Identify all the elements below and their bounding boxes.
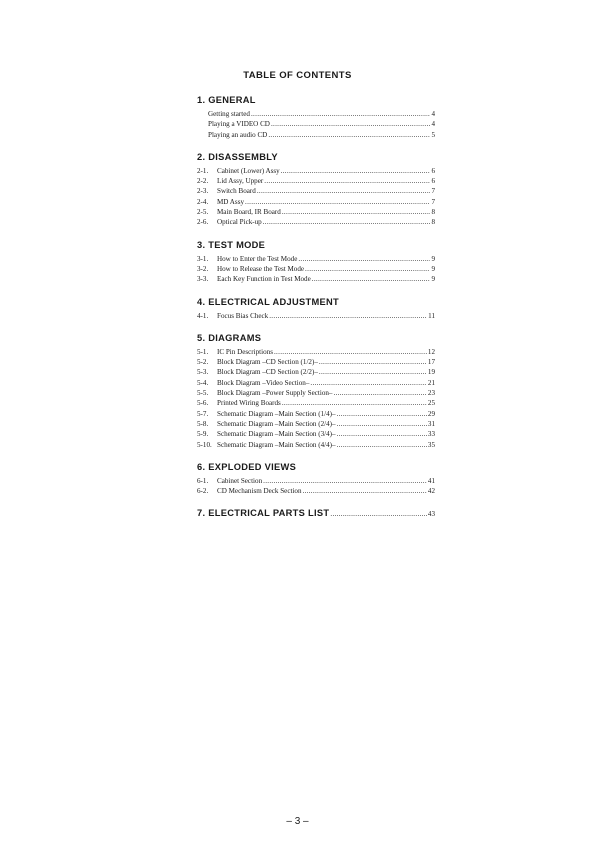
dot-leader [257, 186, 431, 196]
dot-leader [337, 419, 427, 429]
toc-entry-page: 19 [427, 368, 435, 377]
dot-leader [264, 176, 430, 186]
dot-leader [333, 388, 426, 398]
toc-entry-label: Schematic Diagram –Main Section (1/4)– [217, 409, 336, 418]
page-number: – 3 – [286, 816, 309, 827]
toc-entry-page: 21 [427, 378, 435, 387]
toc-entry-number: 6-1. [197, 476, 209, 485]
toc-section [197, 152, 435, 228]
toc-section-title: 3. TEST MODE [197, 239, 266, 250]
toc-entry-number: 2-2. [197, 177, 209, 186]
toc-entry-page: 7 [431, 187, 435, 196]
toc-entry-label: Schematic Diagram –Main Section (3/4)– [217, 430, 336, 439]
toc-section [197, 333, 435, 450]
toc-entry [197, 409, 435, 419]
toc-entry [197, 347, 435, 357]
dot-leader [319, 367, 427, 377]
dot-leader [337, 409, 427, 419]
toc-section-title: 6. EXPLODED VIEWS [197, 461, 297, 472]
toc-entry-number: 5-3. [197, 368, 209, 377]
toc-entry [197, 274, 435, 284]
toc-section-title: 2. DISASSEMBLY [197, 151, 278, 162]
toc-entry-number: 4-1. [197, 311, 209, 320]
toc-entry-label: Cabinet Section [217, 476, 263, 485]
toc-entry-number: 2-4. [197, 197, 209, 206]
dot-leader [274, 347, 427, 357]
toc-final-page: 43 [427, 510, 435, 519]
toc-entry-page: 42 [427, 487, 435, 496]
toc-final-entry [197, 508, 435, 518]
dot-leader [263, 476, 427, 486]
dot-leader [312, 274, 431, 284]
toc-entry [197, 419, 435, 429]
toc-entry-number: 2-6. [197, 218, 209, 227]
toc-entry [197, 486, 435, 496]
toc-entry-page: 4 [431, 110, 435, 118]
toc-entry-label: Optical Pick-up [217, 218, 262, 227]
toc-entry-page: 41 [427, 476, 435, 485]
toc-entry-number: 3-3. [197, 275, 209, 284]
toc-section [197, 297, 435, 321]
toc-entry-page: 25 [427, 399, 435, 408]
dot-leader [337, 440, 427, 450]
dot-leader [268, 130, 430, 140]
toc-entry-label: Main Board, IR Board [217, 208, 281, 217]
toc-entry-label: Each Key Function in Test Mode [217, 275, 311, 284]
toc-entry-label: Playing an audio CD [208, 130, 268, 139]
toc-entry-page: 4 [431, 120, 435, 129]
toc-entry-number: 5-6. [197, 399, 209, 408]
table-of-contents [197, 95, 435, 518]
toc-entry [197, 367, 435, 377]
toc-entry-label: Focus Bias Check [217, 311, 269, 320]
toc-entry [197, 254, 435, 264]
toc-entry-page: 8 [431, 208, 435, 217]
dot-leader [330, 510, 427, 518]
toc-entry-label: How to Enter the Test Mode [217, 254, 298, 263]
toc-final-title: 7. ELECTRICAL PARTS LIST [197, 508, 330, 519]
dot-leader [251, 109, 430, 119]
toc-section-title: 4. ELECTRICAL ADJUSTMENT [197, 296, 340, 307]
toc-section-title: 5. DIAGRAMS [197, 332, 262, 343]
dot-leader [245, 197, 430, 207]
dot-leader [303, 486, 427, 496]
toc-entry [197, 440, 435, 450]
toc-entry-page: 7 [431, 197, 435, 206]
toc-entry-page: 12 [427, 347, 435, 356]
toc-entry [197, 197, 435, 207]
toc-entry-page: 6 [431, 177, 435, 186]
toc-entry-number: 5-4. [197, 378, 209, 387]
toc-entry-number: 5-5. [197, 389, 209, 398]
toc-entry-label: Printed Wiring Boards [217, 399, 281, 408]
toc-entry-number: 5-1. [197, 347, 209, 356]
toc-entry-page: 9 [431, 264, 435, 273]
toc-entry-number: 6-2. [197, 487, 209, 496]
toc-entry-label: Block Diagram –CD Section (2/2)– [217, 368, 318, 377]
toc-entry [197, 311, 435, 321]
toc-entry [197, 176, 435, 186]
toc-section [197, 95, 435, 140]
toc-entry-page: 29 [427, 409, 435, 418]
toc-entry-label: Schematic Diagram –Main Section (4/4)– [217, 440, 336, 449]
toc-entry-label: Block Diagram –CD Section (1/2)– [217, 358, 318, 367]
toc-entry-label: Playing a VIDEO CD [208, 120, 270, 129]
toc-entry-number: 3-2. [197, 264, 209, 273]
toc-entry-page: 33 [427, 430, 435, 439]
toc-entry-page: 9 [431, 254, 435, 263]
toc-entry [197, 476, 435, 486]
toc-section [197, 240, 435, 285]
toc-entry-label: Cabinet (Lower) Assy [217, 166, 280, 175]
toc-entry [197, 207, 435, 217]
toc-entry [197, 166, 435, 176]
toc-entry-page: 8 [431, 218, 435, 227]
toc-entry-label: MD Assy [217, 197, 245, 206]
toc-entry-page: 17 [427, 358, 435, 367]
dot-leader [282, 398, 427, 408]
toc-entry-label: Lid Assy, Upper [217, 177, 264, 186]
toc-entry-number: 3-1. [197, 254, 209, 263]
dot-leader [281, 166, 431, 176]
dot-leader [271, 119, 431, 129]
dot-leader [298, 254, 430, 264]
toc-section [197, 462, 435, 497]
dot-leader [282, 207, 431, 217]
toc-entry-number: 5-2. [197, 358, 209, 367]
toc-entry-number: 2-1. [197, 166, 209, 175]
toc-entry-page: 31 [427, 419, 435, 428]
toc-entry-number: 2-5. [197, 208, 209, 217]
dot-leader [269, 311, 427, 321]
toc-entry [197, 429, 435, 439]
toc-entry-label: Getting started [208, 110, 250, 118]
toc-entry-page: 5 [431, 130, 435, 139]
toc-entry-number: 5-10. [197, 440, 212, 449]
toc-entry [197, 186, 435, 196]
toc-entry-number: 5-7. [197, 409, 209, 418]
dot-leader [263, 217, 431, 227]
toc-entry-page: 9 [431, 275, 435, 284]
toc-entry-label: Schematic Diagram –Main Section (2/4)– [217, 419, 336, 428]
dot-leader [337, 429, 427, 439]
toc-entry [197, 388, 435, 398]
toc-entry [197, 264, 435, 274]
toc-entry-number: 5-9. [197, 430, 209, 439]
toc-entry-label: IC Pin Descriptions [217, 347, 273, 356]
toc-entry-label: How to Release the Test Mode [217, 264, 305, 273]
toc-entry [197, 398, 435, 408]
toc-entry [197, 217, 435, 227]
toc-entry-label: CD Mechanism Deck Section [217, 487, 302, 496]
toc-entry [197, 378, 435, 388]
toc-entry [197, 119, 435, 129]
toc-entry-page: 6 [431, 166, 435, 175]
toc-entry-label: Switch Board [217, 187, 256, 196]
toc-entry [197, 130, 435, 140]
toc-entry-label: Block Diagram –Video Section– [217, 378, 310, 387]
dot-leader [305, 264, 430, 274]
toc-entry [197, 109, 435, 119]
toc-entry-number: 5-8. [197, 419, 209, 428]
toc-section-title: 1. GENERAL [197, 95, 256, 105]
dot-leader [319, 357, 427, 367]
toc-entry [197, 357, 435, 367]
dot-leader [310, 378, 427, 388]
toc-entry-number: 2-3. [197, 187, 209, 196]
toc-entry-page: 11 [428, 311, 435, 320]
toc-entry-page: 35 [427, 440, 435, 449]
toc-entry-page: 23 [427, 389, 435, 398]
page-title: TABLE OF CONTENTS [243, 70, 352, 81]
toc-entry-label: Block Diagram –Power Supply Section– [217, 389, 333, 398]
